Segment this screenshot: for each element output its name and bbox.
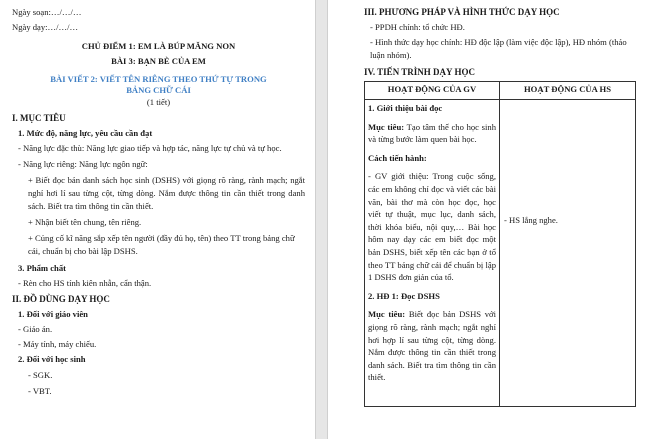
language-competency-text: - Năng lực riêng: Năng lực ngôn ngữ: — [18, 159, 148, 169]
document-page-left — [0, 0, 316, 439]
teacher-aid-item: - Giáo án. — [18, 324, 53, 334]
teacher-aid-item: - Máy tính, máy chiếu. — [18, 339, 97, 349]
subsection-competencies: 1. Mức độ, năng lực, yêu cầu cần đạt — [18, 128, 153, 138]
section-objectives: I. MỤC TIÊU — [12, 113, 66, 123]
activity-title: 2. HĐ 1: Đọc DSHS — [368, 290, 440, 301]
teacher-activity-cell — [365, 100, 500, 407]
column-header-teacher: HOẠT ĐỘNG CỦA GV — [365, 82, 500, 100]
specific-competency-text: - Năng lực đặc thù: Năng lực giao tiếp và hợp tác, năng lực tự chủ và tự học. — [18, 143, 282, 153]
document-page-right — [327, 0, 650, 439]
methods-text: - PPDH chính: tổ chức HĐ. — [370, 22, 465, 32]
student-aid-item: - VBT. — [28, 386, 52, 396]
activity-objective: Mục tiêu: Biết đọc bản DSHS với giọng rõ ràng, rành mạch; ngắt nghỉ hơi hợp lí sau từng cột, từng dòng. Nắm được thông tin cần thiết trong danh sách. Biết tra tìm thông tin cần thiết. — [368, 309, 496, 383]
student-aid-item: - SGK. — [28, 370, 53, 380]
activity-objective: Mục tiêu: Tạo tâm thế cho học sinh và từng bước làm quen bài học. — [368, 121, 497, 145]
student-activity-cell — [500, 100, 636, 407]
qualities-text: - Rèn cho HS tính kiên nhẫn, cẩn thận. — [18, 278, 152, 288]
teaching-forms-text: - Hình thức dạy học chính: HĐ độc lập (làm việc độc lập), HĐ nhóm (thảo luận nhóm). — [370, 37, 627, 60]
student-response-text: - HS lắng nghe. — [504, 215, 558, 225]
section-methods: III. PHƯƠNG PHÁP VÀ HÌNH THỨC DẠY HỌC — [364, 7, 560, 17]
procedure-label: Cách tiến hành: — [368, 152, 427, 163]
subsection-qualities: 3. Phẩm chất — [18, 263, 66, 273]
objective-bullet: + Nhận biết tên chung, tên riêng. — [28, 217, 142, 227]
activity-title: 1. Giới thiệu bài đọc — [368, 103, 443, 113]
column-header-student: HOẠT ĐỘNG CỦA HS — [500, 82, 636, 100]
objective-bullet: + Biết đọc bản danh sách học sinh (DSHS) với giọng rõ ràng, rành mạch; ngắt nghỉ hơi lí sau từng cột, từng dòng. Nắm được thông tin cần thiết trong danh sách. Biết tra tìm thông tin cần thiết. — [28, 175, 305, 211]
article-title: BÀI VIẾT 2: VIẾT TÊN RIÊNG THEO THỨ TỰ TRONG BẢNG CHỮ CÁI — [50, 74, 267, 95]
teacher-intro-text: - GV giới thiệu: Trong cuộc sống, các em không chỉ đọc và viết các bài văn, bài thơ mà còn học đọc, học viết tự thuật, mục lục, danh sách, thời khóa biểu, nội quy,… Bài học hôm nay dạy các em biết đọc một bản DSHS, biết xếp tên các bạn ở tổ theo TT bảng chữ cái để chuẩn bị lập 1 DSHS đơn giản của tổ. — [368, 171, 496, 283]
section-procedure: IV. TIẾN TRÌNH DẠY HỌC — [364, 67, 475, 77]
subsection-teacher: 1. Đối với giáo viên — [18, 309, 88, 319]
duration: (1 tiết) — [146, 97, 171, 107]
theme-title: CHỦ ĐIỂM 1: EM LÀ BÚP MĂNG NON — [81, 41, 236, 51]
activity-table — [364, 81, 636, 407]
section-teaching-aids: II. ĐỒ DÙNG DẠY HỌC — [12, 294, 110, 304]
date-taught: Ngày dạy:…/…/… — [12, 22, 79, 32]
date-prepared: Ngày soạn:…/…/… — [12, 7, 82, 17]
subsection-student: 2. Đối với học sinh — [18, 354, 86, 364]
lesson-title: BÀI 3: BẠN BÈ CỦA EM — [111, 56, 206, 66]
objective-bullet: + Củng cố kĩ năng sắp xếp tên người (đầy đủ họ, tên) theo TT trong bảng chữ cái, chuẩn bị cho bài lập DSHS. — [28, 233, 295, 256]
